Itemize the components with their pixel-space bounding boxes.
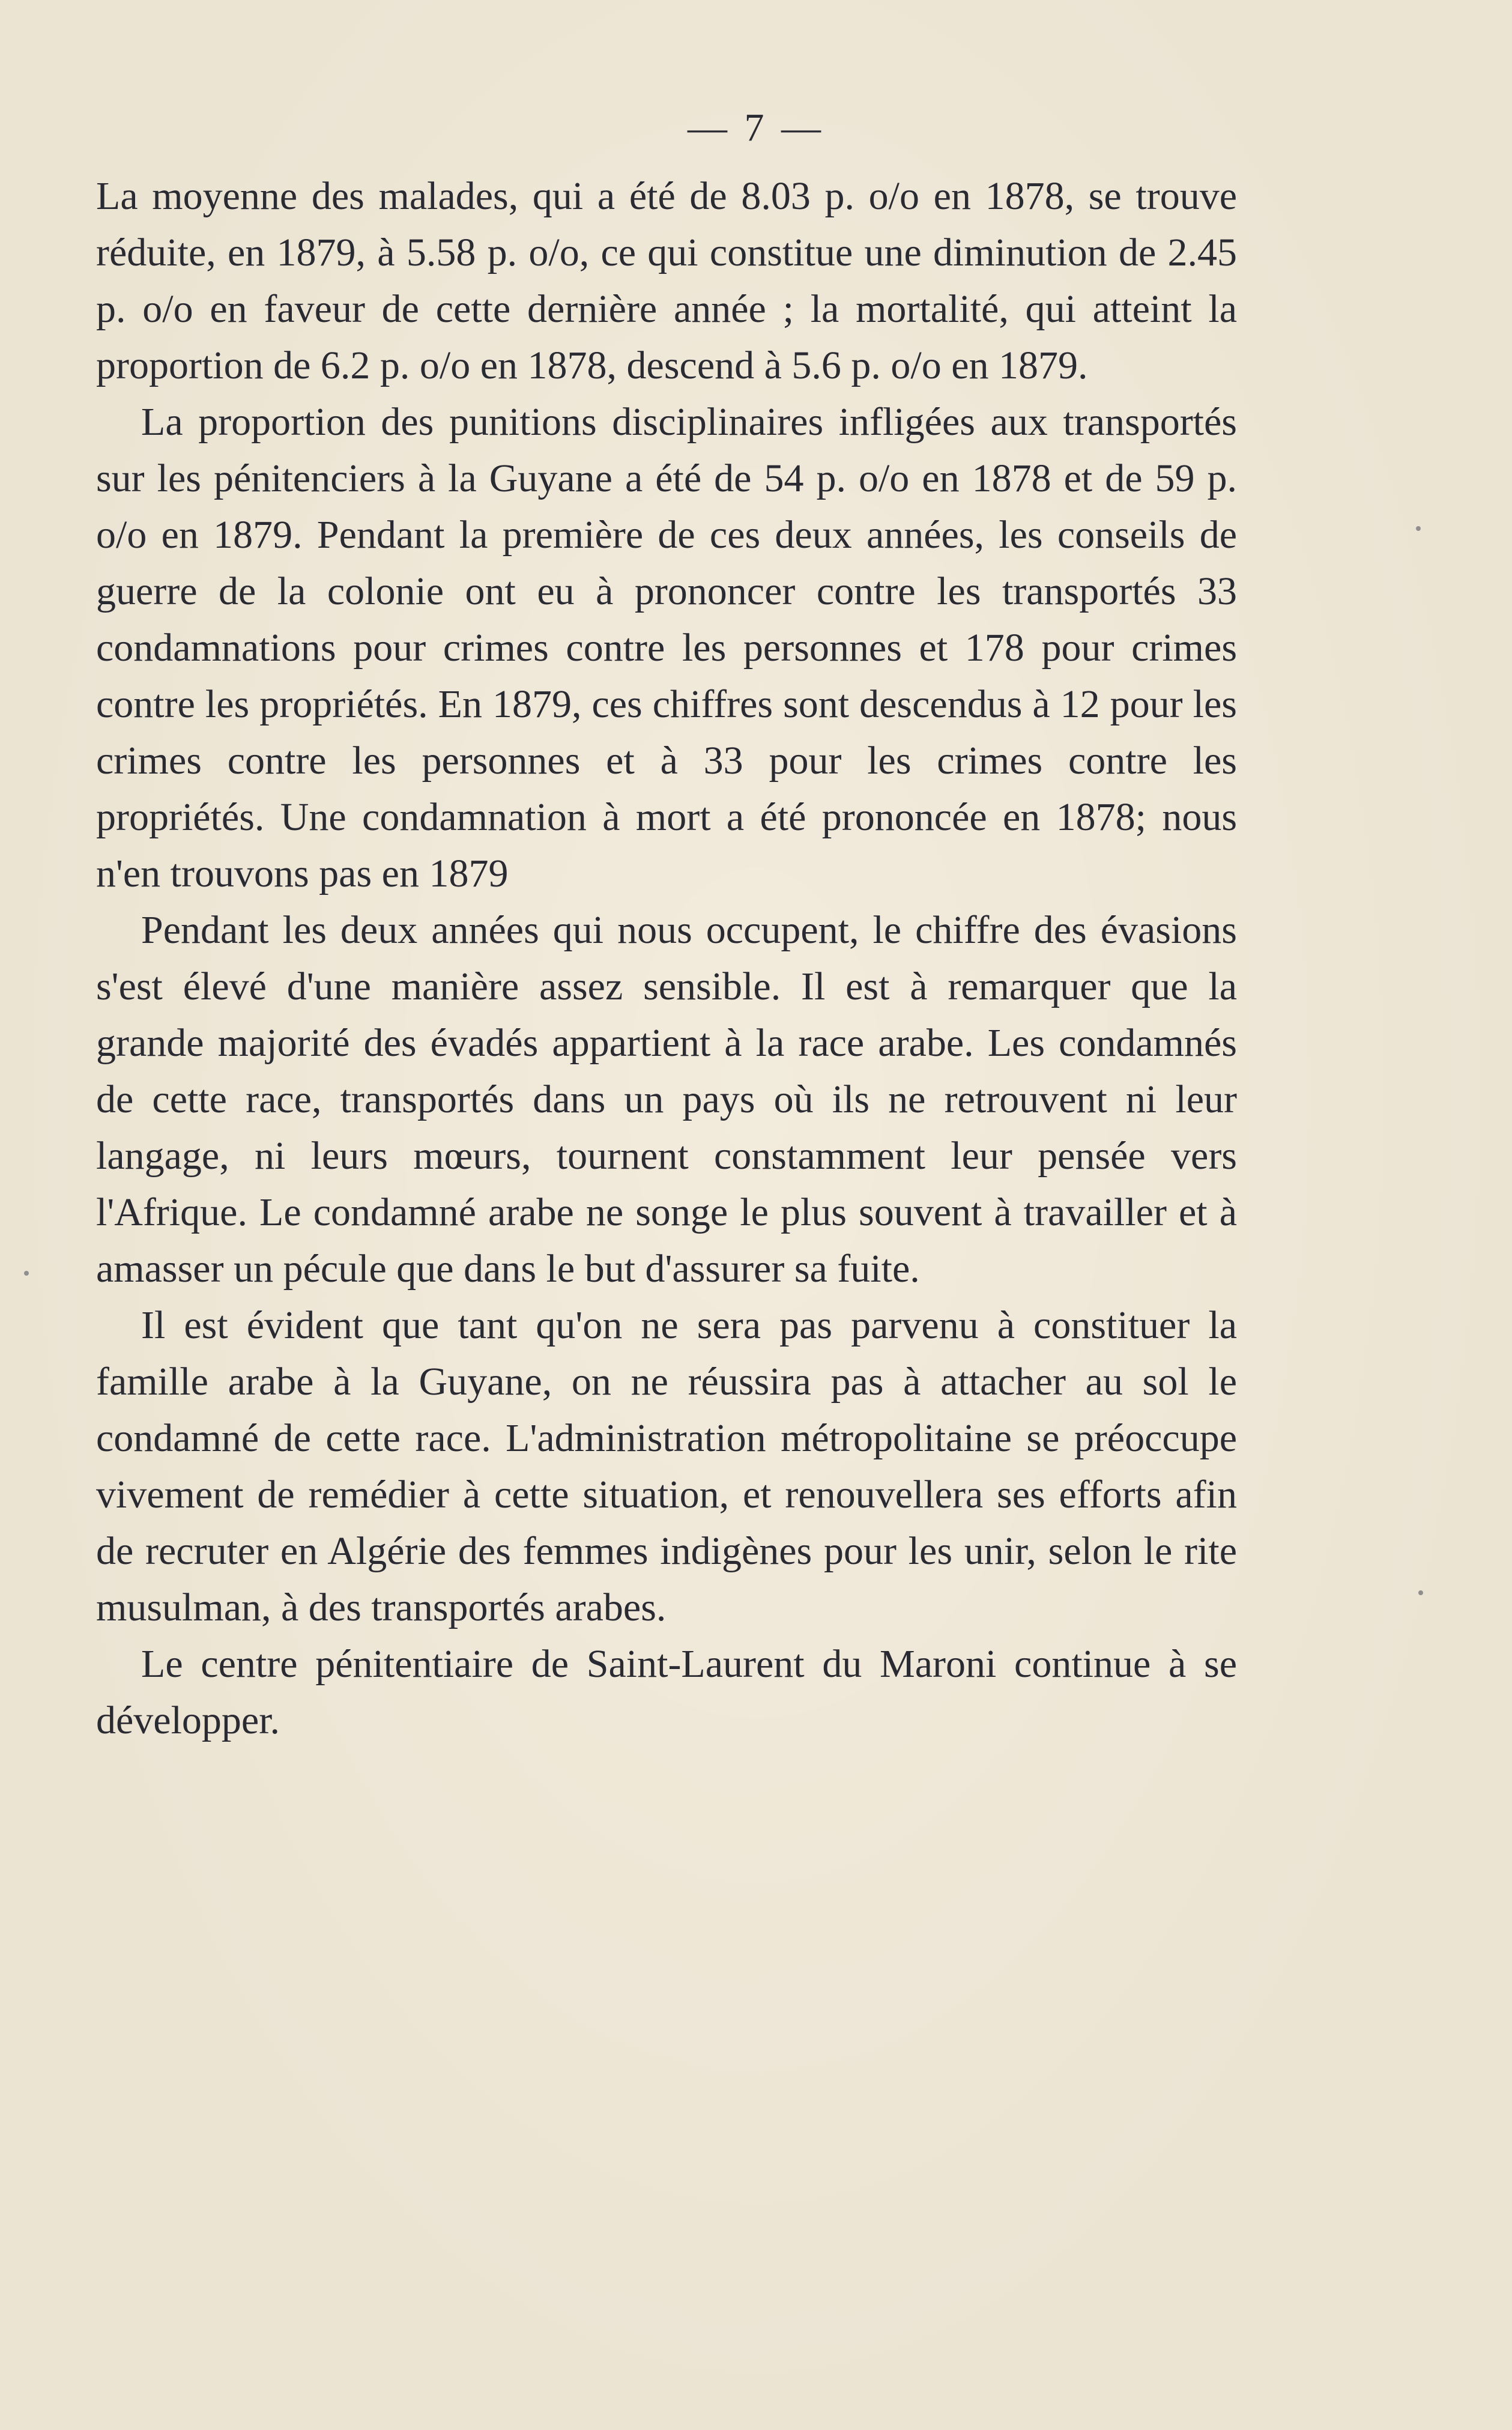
paper-speck: [24, 1271, 29, 1276]
paper-speck: [1416, 526, 1421, 531]
paragraph-mortality-statistics: La moyenne des malades, qui a été de 8.03 p. o/o en 1878, se trouve réduite, en 1879, à 5.58 p. o/o, ce qui constitue une diminution de 2.45 p. o/o en faveur de cette dernière année ; la mortalité, qui atteint la proportion de 6.2 p. o/o en 1878, descend à 5.6 p. o/o en 1879.: [96, 174, 1237, 387]
page-number: — 7 —: [688, 106, 824, 150]
paragraph-saint-laurent: Le centre pénitentiaire de Saint-Laurent du Maroni continue à se développer.: [96, 1642, 1237, 1742]
paper-speck: [1418, 1590, 1423, 1595]
paragraph-escapes: Pendant les deux années qui nous occupent, le chiffre des évasions s'est élevé d'une manière assez sensible. Il est à remarquer que la grande majorité des évadés appartient à la race arabe. Les condamnés de cette race, transportés dans un pays où ils ne retrouvent ni leur langage, ni leurs mœurs, tournent constamment leur pensée vers l'Afrique. Le condamné arabe ne songe le plus souvent à travailler et à amasser un pécule que dans le but d'assurer sa fuite.: [96, 908, 1237, 1291]
paragraph-disciplinary-punishments: La proportion des punitions disciplinaires infligées aux transportés sur les pénitenciers à la Guyane a été de 54 p. o/o en 1878 et de 59 p. o/o en 1879. Pendant la première de ces deux années, les conseils de guerre de la colonie ont eu à prononcer contre les transportés 33 condamnations pour crimes contre les personnes et 178 pour crimes contre les propriétés. En 1879, ces chiffres sont descendus à 12 pour les crimes contre les personnes et à 33 pour les crimes contre les propriétés. Une condamnation à mort a été prononcée en 1878; nous n'en trouvons pas en 1879: [96, 400, 1237, 895]
body-text: [96, 168, 1237, 1749]
paragraph-arab-families: Il est évident que tant qu'on ne sera pas parvenu à constituer la famille arabe à la Guyane, on ne réussira pas à attacher au sol le condamné de cette race. L'administration métropolitaine se préoccupe vivement de remédier à cette situation, et renouvellera ses efforts afin de recruter en Algérie des femmes indigènes pour les unir, selon le rite musulman, à des transportés arabes.: [96, 1303, 1237, 1629]
